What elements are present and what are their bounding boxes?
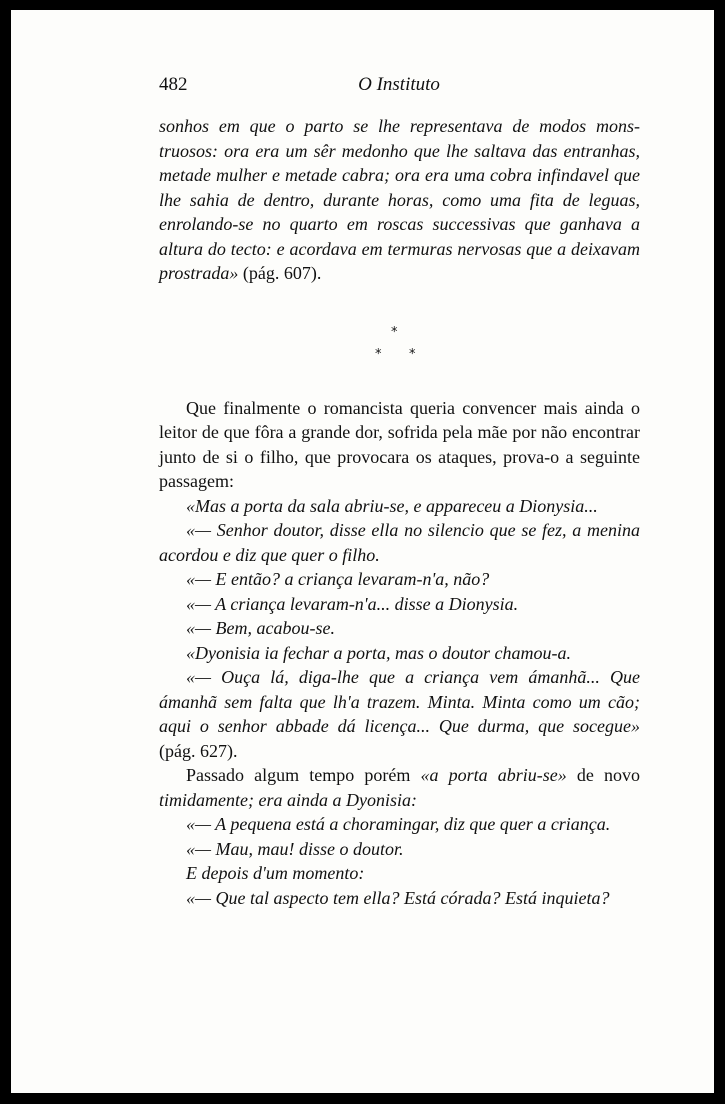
paragraph (159, 763, 640, 812)
text-span: Passado algum tempo porém (186, 765, 421, 785)
text-span: sonhos em que o parto se lhe representava de modos mons-truosos: ora era um sêr medonho que lhe saltava das entranhas, metade mulher e metade cabra; ora era uma cobra infindavel que lhe sahia de dentro, durante horas, como uma fita de leguas, enrolando-se no quarto em roscas successivas que ganhava a altura do tecto: e acordava em termuras nervosas que a deixavam prostrada» (159, 116, 640, 283)
text-span: E depois d'um momento: (186, 863, 365, 883)
asterisk-ornament: * (375, 346, 382, 362)
text-span: timidamente; era ainda a Dyonisia: (159, 789, 417, 810)
paragraph (159, 616, 640, 641)
section-separator (159, 286, 640, 396)
paragraph (159, 494, 640, 519)
paragraph (159, 812, 640, 837)
paragraph (159, 114, 640, 286)
paragraph (159, 641, 640, 666)
asterisk-ornament: * (409, 346, 416, 362)
text-span: «Mas a porta da sala abriu-se, e appareceu a Dionysia... (186, 495, 598, 516)
running-title: O Instituto (358, 74, 440, 95)
paragraph (159, 518, 640, 567)
page-header (159, 74, 639, 98)
paragraph (159, 592, 640, 617)
text-span: (pág. 607). (238, 263, 322, 283)
paragraph (159, 567, 640, 592)
page-number: 482 (159, 74, 188, 95)
text-span: «a porta abriu-se» (420, 765, 567, 785)
text-span: «— Senhor doutor, disse ella no silencio que se fez, a menina acordou e diz que quer o filho. (159, 520, 640, 565)
text-span: «— A pequena está a choramingar, diz que quer a criança. (186, 814, 611, 834)
text-span: «— E então? a criança levaram-n'a, não? (186, 569, 490, 589)
text-span: «Dyonisia ia fechar a porta, mas o doutor chamou-a. (186, 642, 571, 663)
text-span: «— A criança levaram-n'a... disse a Dionysia. (186, 593, 519, 614)
text-span: (pág. 627). (159, 740, 238, 761)
text-span: «— Mau, mau! disse o doutor. (186, 838, 404, 859)
paragraph (159, 396, 640, 494)
text-span: de novo (566, 765, 640, 785)
page-body (159, 114, 640, 910)
asterisk-ornament: * (391, 324, 398, 340)
paragraph (159, 665, 640, 763)
paragraph (159, 886, 640, 911)
paragraph (159, 861, 640, 886)
book-page (11, 10, 714, 1093)
text-span: Que finalmente o romancista queria convencer mais ainda o leitor de que fôra a grande dor, sofrida pela mãe por não encontrar junto de si o filho, que provocara os ataques, prova-o a seguinte passagem: (159, 397, 640, 491)
text-span: «— Que tal aspecto tem ella? Está córada? Está inquieta? (186, 887, 610, 908)
text-span: «— Ouça lá, diga-lhe que a criança vem ámanhã... Que ámanhã sem falta que lh'a trazem. Minta. Minta como um cão; aqui o senhor abbade dá licença... Que durma, que socegue» (159, 667, 640, 736)
paragraph (159, 837, 640, 862)
text-span: «— Bem, acabou-se. (186, 618, 335, 638)
